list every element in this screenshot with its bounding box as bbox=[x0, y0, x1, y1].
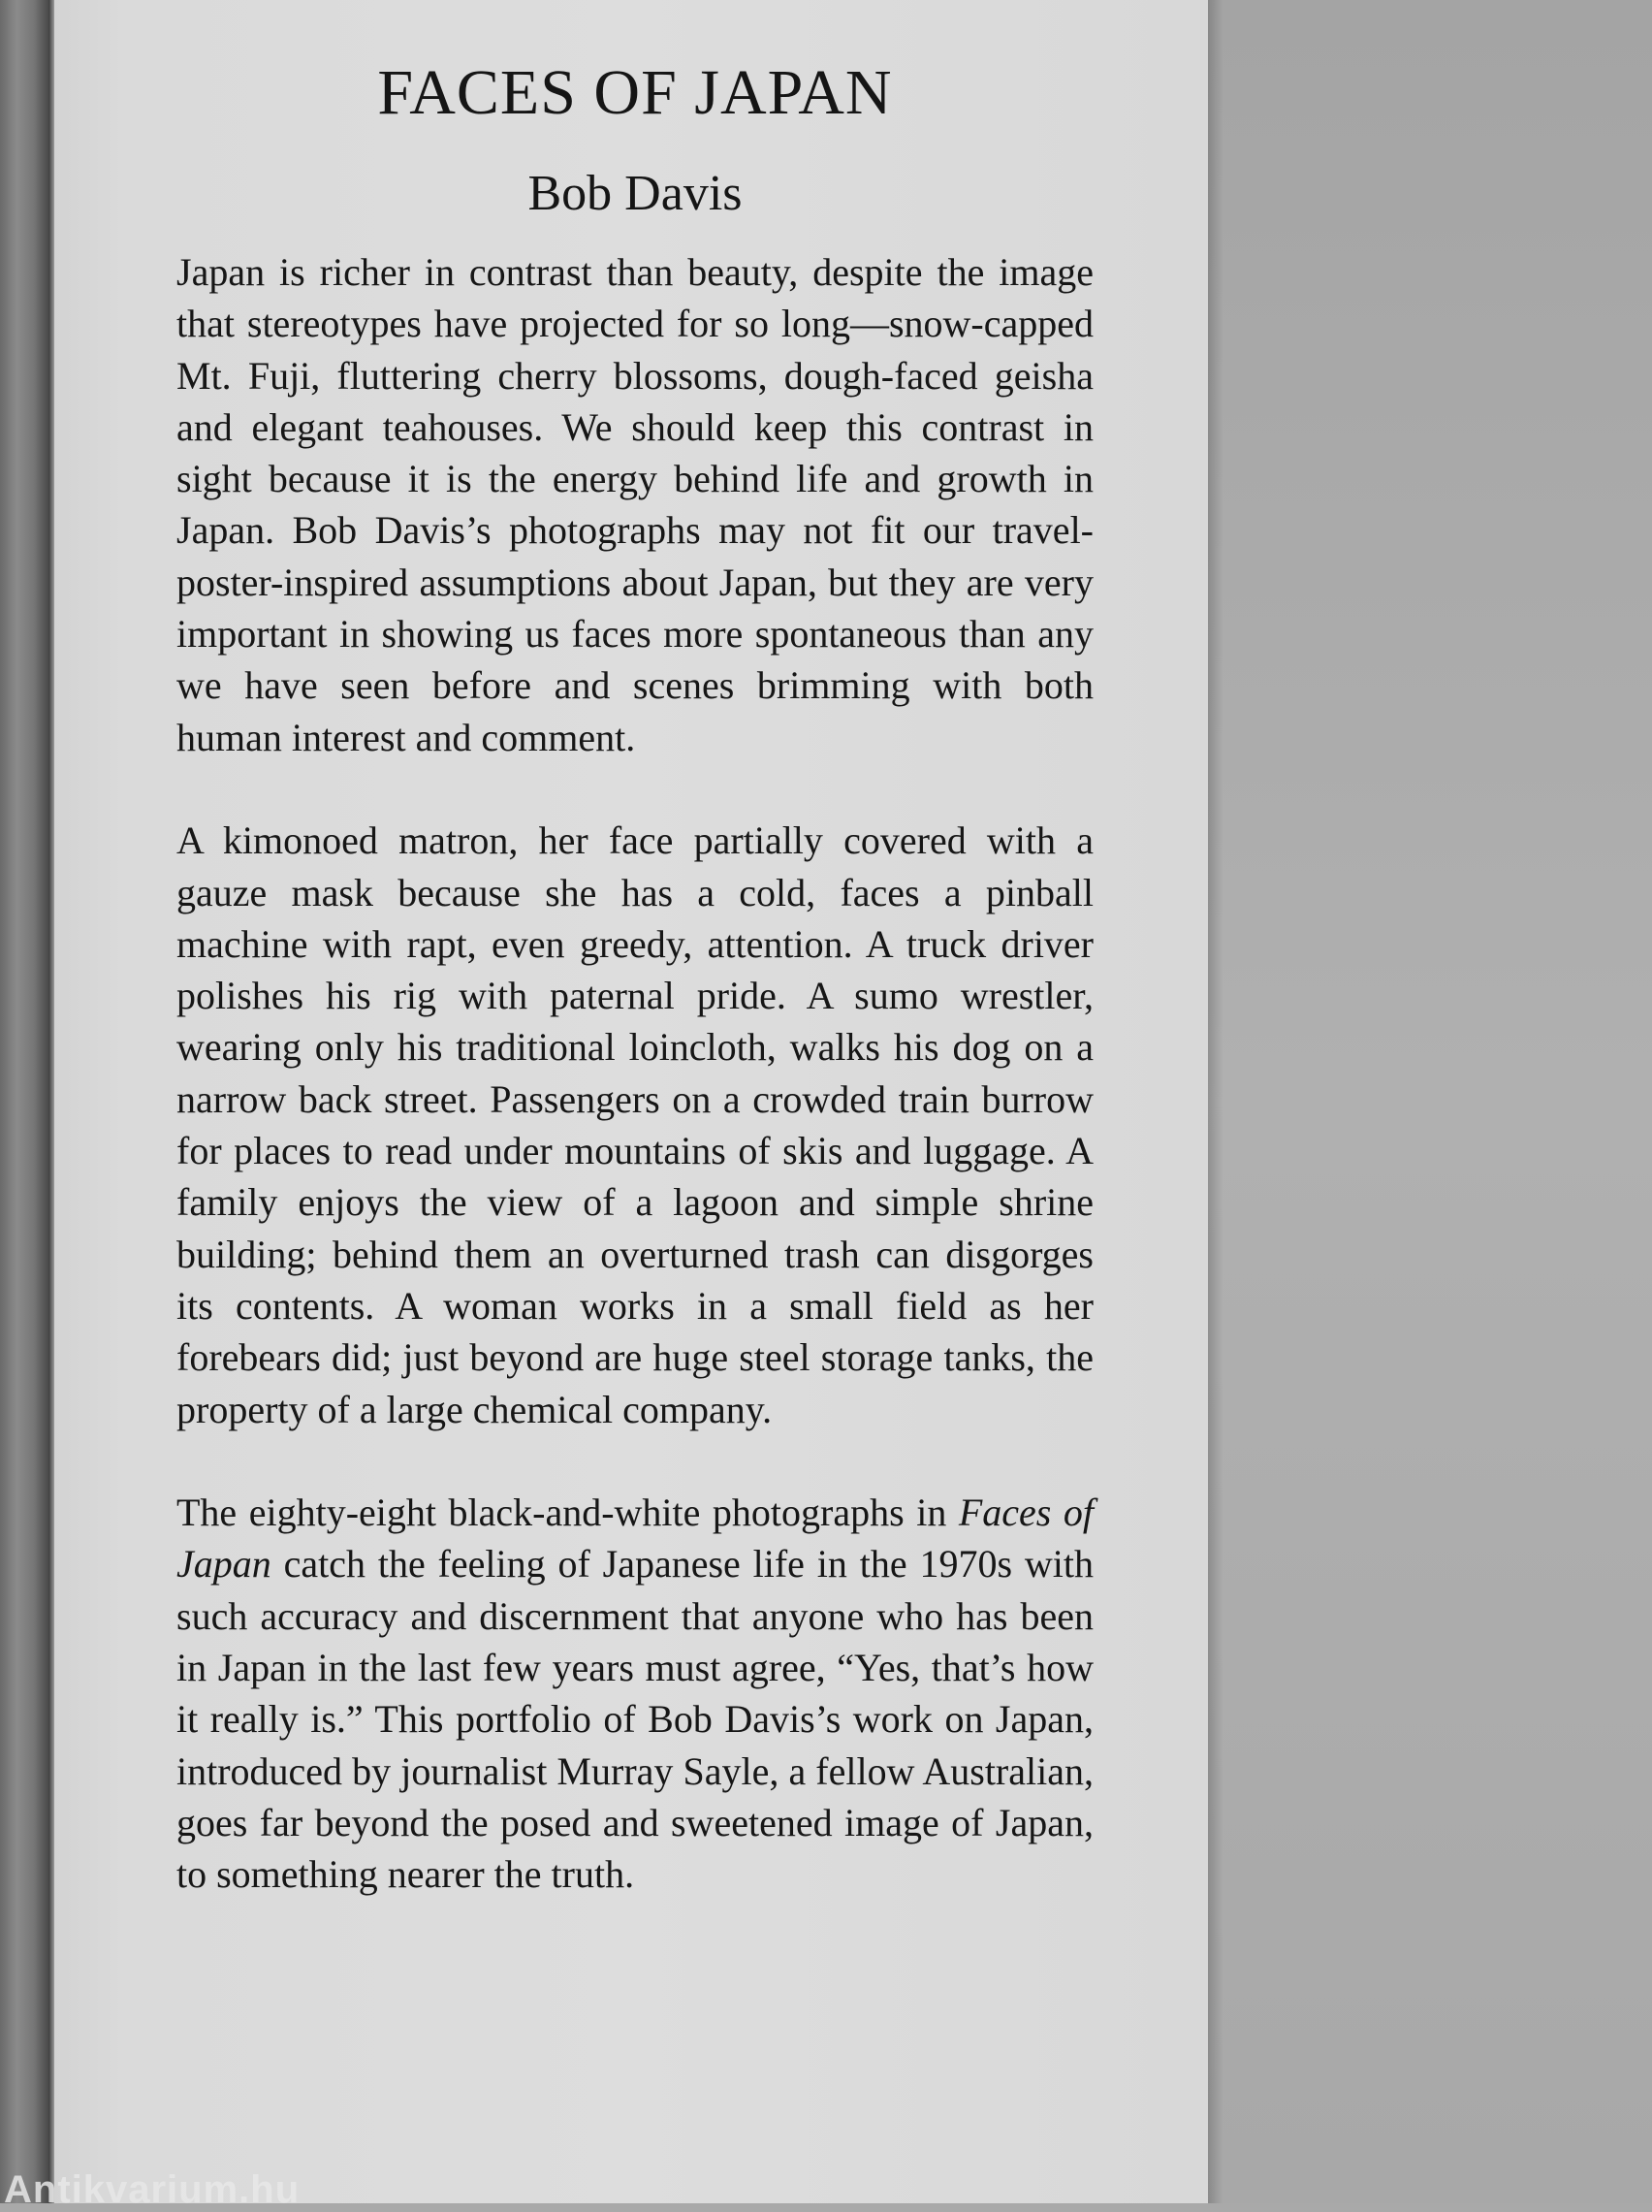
watermark: Antikvarium.hu bbox=[4, 2168, 301, 2211]
paragraph bbox=[176, 815, 1094, 1435]
blurb-text bbox=[176, 246, 1094, 1952]
paragraph-text: catch the feeling of Japanese life in the 1970s with such accuracy and discernment that anyone who has been in Japan in the last few years must agree, “Yes, that’s how it really is.” This portfolio of Bob Davis’s work on Japan, introduced by journalist Murray Sayle, a fellow Australian, goes far beyond the posed and sweetened image of Japan, to something nearer the truth. bbox=[176, 1542, 1094, 1897]
paragraph-text: The eighty-eight black-and-white photographs in bbox=[176, 1491, 959, 1535]
book-title-italic: Faces of Japan bbox=[176, 1491, 1095, 1587]
page-shadow bbox=[1208, 0, 1223, 2203]
book-title: FACES OF JAPAN bbox=[377, 57, 893, 128]
paragraph bbox=[176, 246, 1094, 763]
paragraph-text: Japan is richer in contrast than beauty, despite the image that stereotypes have projected for so long—snow-capped Mt. Fuji, fluttering cherry blossoms, dough-faced geisha and elegant teahouses. We should keep this contrast in sight because it is the energy behind life and growth in Japan. Bob Davis’s photographs may not fit our travel-poster-inspired assumptions about Japan, but they are very important in showing us faces more spontaneous than any we have seen before and scenes brimming with both human interest and comment. bbox=[176, 250, 1094, 759]
background-surface bbox=[1208, 0, 1652, 2203]
paragraph bbox=[176, 1487, 1094, 1900]
paragraph-text: A kimonoed matron, her face partially covered with a gauze mask because she has a cold, faces a pinball machine with rapt, even greedy, attention. A truck driver polishes his rig with paternal pride. A sumo wrestler, wearing only his traditional loincloth, walks his dog on a narrow back street. Passengers on a crowded train burrow for places to read under mountains of skis and luggage. A family enjoys the view of a lagoon and simple shrine building; behind them an overturned trash can disgorges its contents. A woman works in a small field as her forebears did; just beyond are huge steel storage tanks, the property of a large chemical company. bbox=[176, 818, 1094, 1431]
book-spine bbox=[0, 0, 48, 2203]
book-author: Bob Davis bbox=[527, 166, 743, 221]
